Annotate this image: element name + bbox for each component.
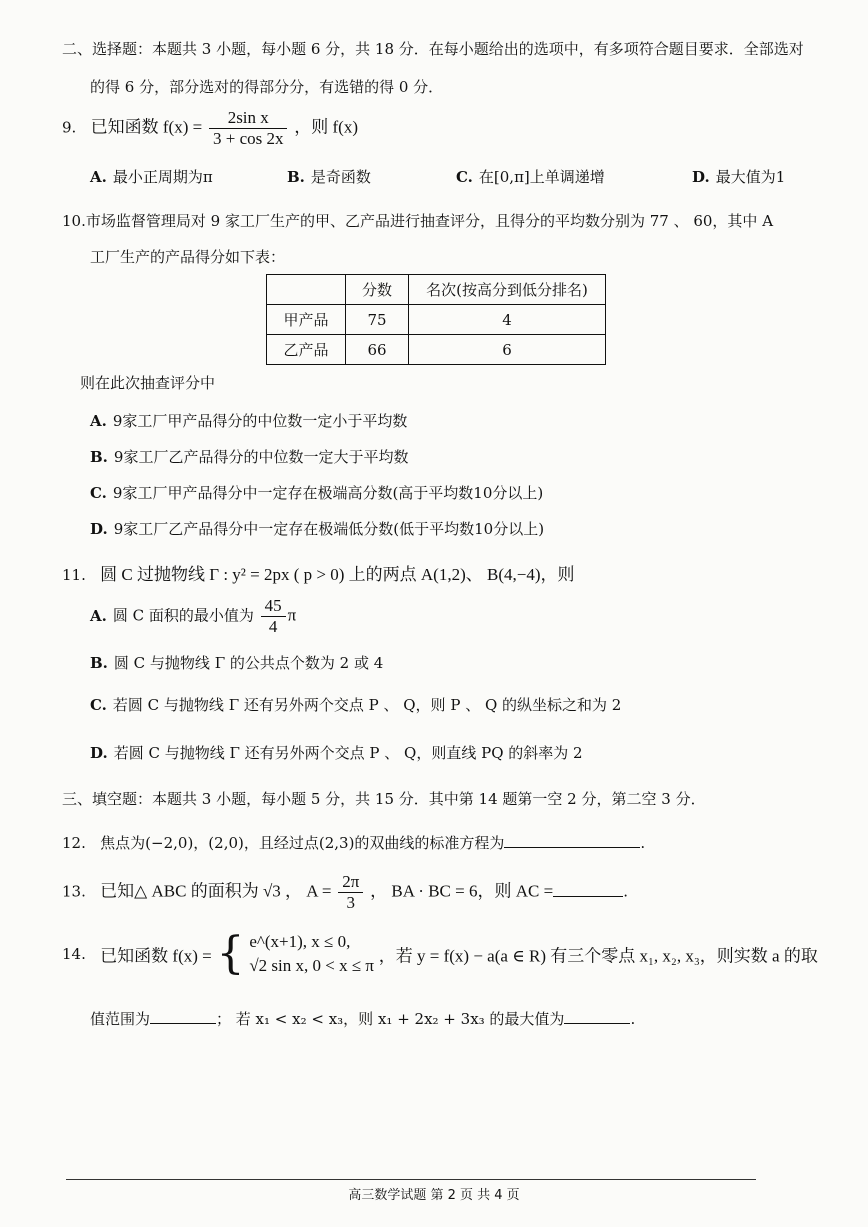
table-cell: 6 [409,335,606,365]
section2-line2: 的得 6 分，部分选对的得部分分，有选错的得 0 分． [90,78,444,96]
option-text: 9家工厂乙产品得分中一定存在极端低分数(低于平均数10分以上) [113,520,545,538]
option-letter: D. [90,744,108,762]
option-letter: D. [90,520,108,538]
q14-line2 [90,1008,635,1029]
q9-fraction [209,108,288,149]
q11-frac-den: 4 [268,617,278,636]
q14-case2: √2 sin x, 0 < x ≤ π [249,956,374,975]
q14-post: ，若 y = f(x) − a(a ∈ R) 有三个零点 x₁, x₂, x₃，则实数 a 的取 [378,946,818,966]
q10-option-a [90,410,407,431]
q14-line2-mid: ； 若 x₁ < x₂ < x₃，则 x₁ + 2x₂ + 3x₃ 的最大值为 [216,1010,565,1028]
option-text: 9家工厂甲产品得分的中位数一定小于平均数 [112,412,408,430]
q9-option-c [456,166,605,187]
option-letter: C. [90,696,107,714]
q9-number: 9. [62,118,77,137]
q11-option-a [90,596,296,637]
q11-option-c [90,694,621,715]
q11-option-a-fraction [261,596,286,637]
q10-option-c [90,482,543,503]
q14-end: . [630,1010,636,1028]
q10-line1 [62,210,773,231]
q10-score-table [266,274,606,365]
option-letter: A. [90,168,107,186]
q11-stem [62,560,575,585]
table-header-cell: 名次(按高分到低分排名) [409,275,606,305]
option-letter: C. [90,484,107,502]
table-header-row [267,275,606,305]
q10-option-b [90,446,408,467]
q9-stem-post: ，则 f(x) [294,117,358,137]
q11-option-d [90,742,583,763]
q12-end: . [640,834,646,852]
q13 [62,872,628,913]
table-row [267,305,606,335]
q14-line2-pre: 值范围为 [90,1010,151,1028]
q14-answer-blank-2 [564,1009,630,1024]
option-letter: A. [90,606,107,625]
q12-number: 12. [62,834,86,852]
table-cell: 66 [346,335,409,365]
q14-case1: e^(x+1), x ≤ 0, [249,932,351,951]
option-letter: B. [90,654,108,672]
q11-option-a-post: π [287,605,297,625]
q9-stem [62,108,358,149]
option-text: 9家工厂乙产品得分的中位数一定大于平均数 [113,448,409,466]
q10-line2: 工厂生产的产品得分如下表： [90,248,286,266]
table-row [267,335,606,365]
q10-option-d [90,518,544,539]
q10-lead: 则在此次抽查评分中 [80,374,216,392]
q11-stem-text: 圆 C 过抛物线 Γ : y² = 2px ( p > 0) 上的两点 A(1,2)、 B(4,−4)，则 [100,565,575,584]
q9-frac-den: 3 + cos 2x [212,129,284,148]
option-text: 在[0,π]上单调递增 [478,168,605,186]
option-text: 最大值为1 [715,168,786,186]
q14-number: 14. [62,945,86,963]
section2-title [62,38,804,59]
q13-frac-den: 3 [346,893,356,912]
table-cell: 75 [346,305,409,335]
option-letter: D. [692,168,710,186]
q13-frac-num: 2π [338,872,363,893]
q14-line1 [62,930,818,978]
q11-option-a-pre: 圆 C 面积的最小值为 [112,606,254,625]
option-text: 是奇函数 [310,168,371,186]
q9-stem-pre: 已知函数 f(x) = [90,117,203,137]
q11-option-b [90,652,383,673]
option-letter: C. [456,168,473,186]
table-cell: 乙产品 [267,335,346,365]
brace-icon: { [216,928,245,979]
q9-frac-num: 2sin x [209,108,288,129]
q13-answer-blank [553,882,623,897]
q12 [62,832,645,853]
option-letter: A. [90,412,107,430]
q14-answer-blank-1 [150,1009,216,1024]
section2-line1: 二、选择题：本题共 3 小题，每小题 6 分，共 18 分．在每小题给出的选项中，有多项符合题目要求．全部选对 [62,40,804,58]
q12-text: 焦点为(−2,0)，(2,0)，且经过点(2,3)的双曲线的标准方程为 [100,834,505,852]
page-footer: 高三数学试题 第 2 页 共 4 页 [348,1188,520,1203]
q9-option-a [90,166,213,187]
q14-pre: 已知函数 f(x) = [100,946,212,966]
table-header-cell [267,275,346,305]
q11-frac-num: 45 [261,596,286,617]
table-cell: 4 [409,305,606,335]
q13-number: 13. [62,882,86,901]
q10-number: 10. [62,212,86,230]
q13-end: . [623,882,628,901]
q11-number: 11. [62,566,86,584]
q13-pre: 已知△ ABC 的面积为 √3 ， A = [100,881,332,901]
q12-answer-blank [504,833,640,848]
option-text: 9家工厂甲产品得分中一定存在极端高分数(高于平均数10分以上) [112,484,544,502]
table-cell: 甲产品 [267,305,346,335]
option-text: 若圆 C 与抛物线 Γ 还有另外两个交点 P 、 Q，则 P 、 Q 的纵坐标之和为 2 [112,696,622,714]
q13-fraction [338,872,363,913]
option-text: 圆 C 与抛物线 Γ 的公共点个数为 2 或 4 [113,654,384,672]
section3-title: 三、填空题：本题共 3 小题，每小题 5 分，共 15 分．其中第 14 题第一空 2 分，第二空 3 分． [62,790,706,808]
option-letter: B. [287,168,305,186]
q14-cases [249,930,374,978]
q9-option-d [692,166,785,187]
q10-text-line1: 市场监督管理局对 9 家工厂生产的甲、乙产品进行抽查评分，且得分的平均数分别为 77 、 60，其中 A [85,212,774,230]
q13-post: ， BA · BC = 6，则 AC = [370,881,554,901]
option-text: 最小正周期为π [112,168,213,186]
option-text: 若圆 C 与抛物线 Γ 还有另外两个交点 P 、 Q，则直线 PQ 的斜率为 2 [113,744,583,762]
footer-divider [66,1179,756,1180]
q9-option-b [287,166,371,187]
option-letter: B. [90,448,108,466]
table-header-cell: 分数 [346,275,409,305]
